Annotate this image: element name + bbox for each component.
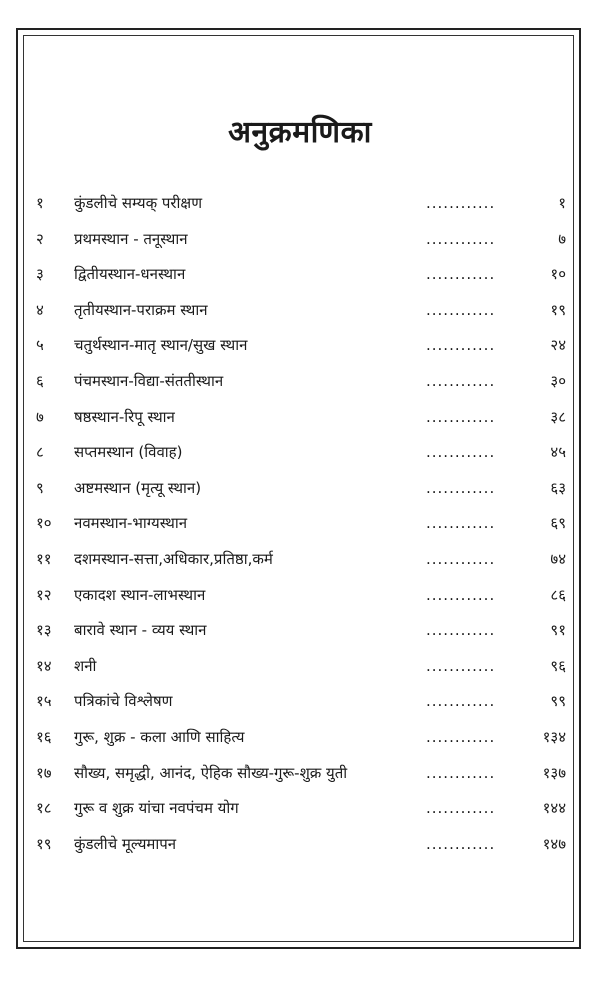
toc-entry-page-number: १ <box>558 194 566 212</box>
toc-entry-page-number: ४५ <box>550 443 566 462</box>
toc-entry-leader-dots: ............ <box>426 656 496 675</box>
toc-entry-leader-dots: ............ <box>426 407 496 426</box>
toc-entry-title: बारावे स्थान - व्यय स्थान <box>74 621 207 640</box>
toc-entry-number: १५ <box>36 692 52 711</box>
toc-entry-page-number: ६९ <box>550 514 566 533</box>
page-title: अनुक्रमणिका <box>228 115 372 150</box>
toc-entry-number: १६ <box>36 727 52 746</box>
toc-entry-leader-dots: ............ <box>426 265 496 284</box>
toc-entry-page-number: ८६ <box>550 585 566 604</box>
toc-entry-title: दशमस्थान-सत्ता,अधिकार,प्रतिष्ठा,कर्म <box>74 549 273 568</box>
toc-entry-page-number: १९ <box>550 300 566 319</box>
toc-entry <box>36 366 566 402</box>
toc-entry-page-number: २४ <box>550 336 566 355</box>
toc-entry-page-number: ९९ <box>550 692 566 711</box>
toc-entry <box>36 722 566 758</box>
toc-entry <box>36 402 566 438</box>
toc-entry-title: कुंडलीचे मूल्यमापन <box>74 834 177 853</box>
toc-entry <box>36 829 566 865</box>
toc-entry-leader-dots: ............ <box>426 585 496 604</box>
toc-entry-page-number: १३४ <box>542 727 566 746</box>
toc-entry-title: गुरू व शुक्र यांचा नवपंचम योग <box>74 799 239 818</box>
toc-entry-leader-dots: ............ <box>426 371 496 390</box>
toc-entry-leader-dots: ............ <box>426 443 496 462</box>
toc-entry-number: ९ <box>36 478 44 497</box>
toc-entry-title: कुंडलीचे सम्यक् परीक्षण <box>74 194 203 212</box>
toc-entry-page-number: ३० <box>550 371 566 390</box>
toc-entry-number: ७ <box>36 407 44 426</box>
toc-entry-number: ५ <box>36 336 44 355</box>
toc-entry-leader-dots: ............ <box>426 194 496 212</box>
toc-entry <box>36 473 566 509</box>
toc-entry-title: पंचमस्थान-विद्या-संततीस्थान <box>74 371 224 390</box>
toc-entry-leader-dots: ............ <box>426 692 496 711</box>
toc-entry-title: पत्रिकांचे विश्लेषण <box>74 692 173 711</box>
toc-entry-leader-dots: ............ <box>426 763 496 782</box>
toc-entry <box>36 544 566 580</box>
toc-entry-leader-dots: ............ <box>426 834 496 853</box>
toc-entry-title: द्वितीयस्थान-धनस्थान <box>74 265 186 284</box>
toc-entry-page-number: ९१ <box>550 621 566 640</box>
toc-entry <box>36 295 566 331</box>
toc-entry-leader-dots: ............ <box>426 300 496 319</box>
toc-entry-title: एकादश स्थान-लाभस्थान <box>74 585 206 604</box>
toc-entry-page-number: १४४ <box>542 799 566 818</box>
toc-entry <box>36 686 566 722</box>
toc-entry-number: ३ <box>36 265 44 284</box>
toc-entry <box>36 651 566 687</box>
toc-entry-number: १८ <box>36 799 52 818</box>
toc-entry <box>36 580 566 616</box>
toc-entry-page-number: ३८ <box>550 407 566 426</box>
toc-entry-number: १ <box>36 194 44 212</box>
toc-entry-leader-dots: ............ <box>426 549 496 568</box>
toc-entry-number: १४ <box>36 656 52 675</box>
toc-entry-number: ४ <box>36 300 44 319</box>
toc-entry <box>36 188 566 224</box>
toc-entry <box>36 793 566 829</box>
toc-entry-leader-dots: ............ <box>426 478 496 497</box>
toc-entry-leader-dots: ............ <box>426 727 496 746</box>
toc-entry-page-number: १३७ <box>542 763 566 782</box>
toc-entry-leader-dots: ............ <box>426 514 496 533</box>
toc-entry <box>36 259 566 295</box>
toc-entry-title: सौख्य, समृद्धी, आनंद, ऐहिक सौख्य-गुरू-शुक्र युती <box>74 763 348 782</box>
toc-entry <box>36 437 566 473</box>
toc-entry-number: १७ <box>36 763 52 782</box>
toc-entry-leader-dots: ............ <box>426 799 496 818</box>
toc-entry-page-number: १४७ <box>542 834 566 853</box>
toc-entry-title: तृतीयस्थान-पराक्रम स्थान <box>74 300 208 319</box>
toc-entry <box>36 615 566 651</box>
toc-entry <box>36 508 566 544</box>
toc-entry-number: १३ <box>36 621 52 640</box>
toc-entry-number: ११ <box>36 549 52 568</box>
toc-entry-page-number: ७४ <box>550 549 566 568</box>
toc-entry <box>36 330 566 366</box>
table-of-contents <box>36 188 566 864</box>
toc-entry-leader-dots: ............ <box>426 229 496 248</box>
toc-entry-page-number: ७ <box>558 229 566 248</box>
toc-entry-title: अष्टमस्थान (मृत्यू स्थान) <box>74 478 202 497</box>
toc-entry-number: १२ <box>36 585 52 604</box>
toc-entry-leader-dots: ............ <box>426 621 496 640</box>
toc-entry-title: षष्ठस्थान-रिपू स्थान <box>74 407 175 426</box>
toc-entry <box>36 224 566 260</box>
toc-entry-number: १९ <box>36 834 52 853</box>
toc-entry-title: शनी <box>74 656 97 675</box>
toc-entry-number: ८ <box>36 443 44 462</box>
toc-entry-page-number: १० <box>550 265 566 284</box>
toc-entry-title: नवमस्थान-भाग्यस्थान <box>74 514 188 533</box>
toc-entry-title: सप्तमस्थान (विवाह) <box>74 443 183 462</box>
toc-entry-number: १० <box>36 514 52 533</box>
toc-entry-title: प्रथमस्थान - तनूस्थान <box>74 229 188 248</box>
toc-entry-page-number: ९६ <box>550 656 566 675</box>
toc-entry-leader-dots: ............ <box>426 336 496 355</box>
toc-entry-number: २ <box>36 229 44 248</box>
toc-entry-page-number: ६३ <box>550 478 566 497</box>
toc-entry <box>36 758 566 794</box>
toc-entry-title: गुरू, शुक्र - कला आणि साहित्य <box>74 727 245 746</box>
toc-entry-title: चतुर्थस्थान-मातृ स्थान/सुख स्थान <box>74 336 248 355</box>
toc-entry-number: ६ <box>36 371 44 390</box>
